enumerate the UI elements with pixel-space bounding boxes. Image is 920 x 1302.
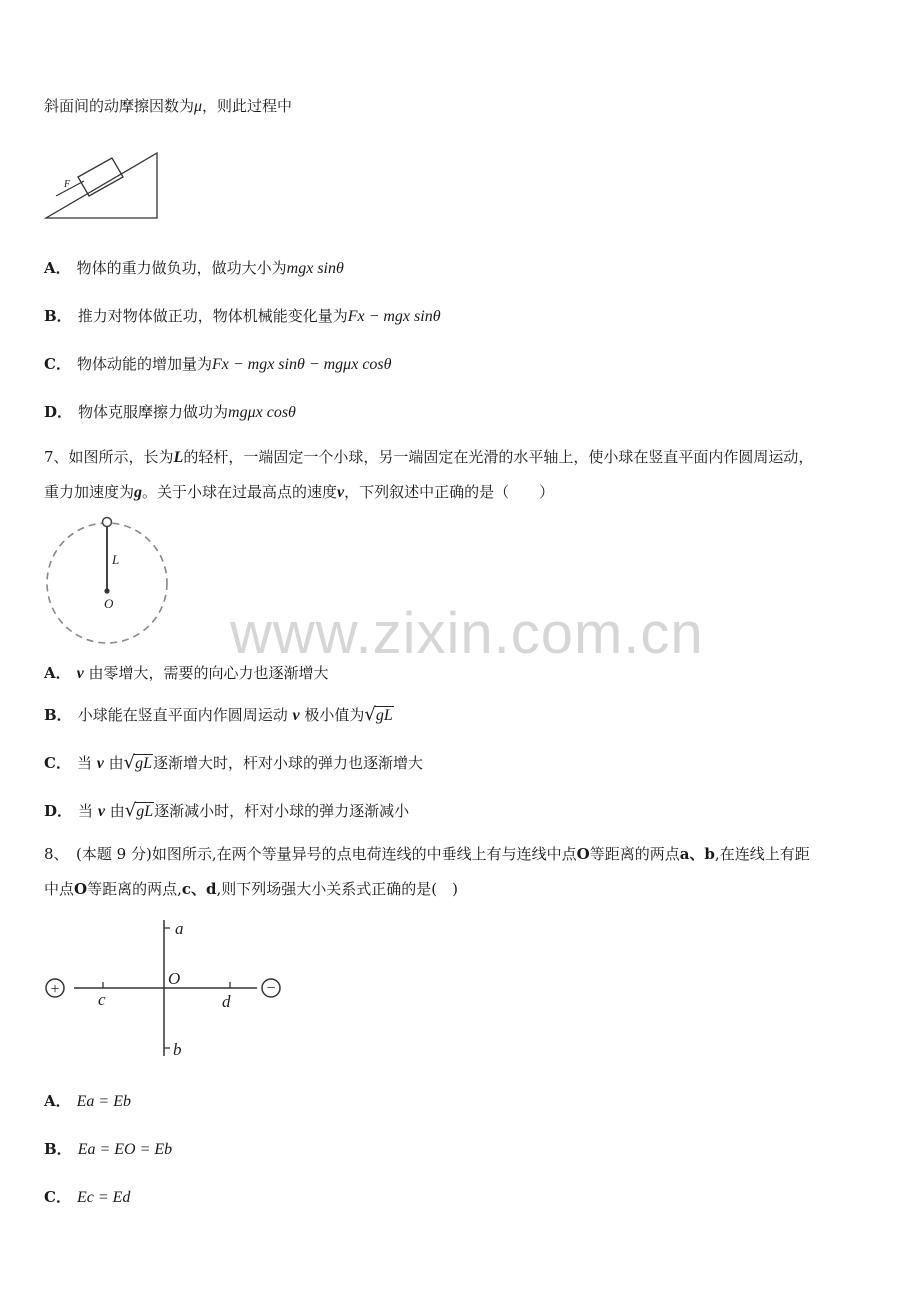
q7-option-d[interactable]: D． 当 v 由√gL逐渐减小时，杆对小球的弹力逐渐减小 [44, 800, 410, 821]
watermark: www.zixin.com.cn [230, 601, 704, 666]
q8-option-b[interactable]: B． Ea = EO = Eb [44, 1140, 173, 1158]
label-b: b [173, 1040, 182, 1059]
incline-figure [44, 150, 164, 222]
q7-option-c[interactable]: C． 当 v 由√gL逐渐增大时，杆对小球的弹力也逐渐增大 [44, 752, 424, 773]
q6-option-c[interactable]: C． 物体动能的增加量为Fx − mgx sinθ − mgμx cosθ [44, 355, 392, 373]
label-O: O [168, 969, 181, 988]
axis-point [104, 588, 109, 593]
q7-stem-line1: 7、如图所示，长为L的轻杆，一端固定一个小球，另一端固定在光滑的水平轴上，使小球在竖直平面内作圆周运动， [44, 448, 814, 466]
q7-option-a[interactable]: A． v 由零增大，需要的向心力也逐渐增大 [44, 664, 329, 682]
incline-triangle [46, 153, 157, 218]
circle-rod-figure [44, 514, 172, 648]
charges-figure [44, 918, 284, 1060]
force-label: F [64, 179, 71, 190]
ball [103, 518, 112, 527]
q6-option-b[interactable]: B． 推力对物体做正功，物体机械能变化量为Fx − mgx sinθ [44, 307, 441, 325]
q6-option-d[interactable]: D． 物体克服摩擦力做功为mgμx cosθ [44, 403, 296, 421]
q6-option-a[interactable]: A． 物体的重力做负功，做功大小为mgx sinθ [44, 259, 344, 277]
q8-option-c[interactable]: C． Ec = Ed [44, 1188, 131, 1206]
q7-option-b[interactable]: B． 小球能在竖直平面内作圆周运动 v 极小值为√gL [44, 704, 393, 725]
q8-option-a[interactable]: A． Ea = Eb [44, 1092, 131, 1110]
q8-stem-line2: 中点O等距离的两点,c、d,则下列场强大小关系式正确的是( ) [44, 880, 458, 898]
label-a: a [175, 919, 184, 938]
label-c: c [98, 990, 106, 1009]
center-label: O [104, 596, 114, 611]
label-d: d [222, 992, 231, 1011]
q8-stem-line1: 8、 (本题 9 分)如图所示,在两个等量异号的点电荷连线的中垂线上有与连线中点O等距离的两点a、b,在连线上有距 [44, 845, 810, 863]
rod-label: L [112, 552, 120, 567]
positive-sign: + [50, 981, 60, 998]
q7-stem-line2: 重力加速度为g。关于小球在过最高点的速度v，下列叙述中正确的是（ ） [44, 483, 555, 501]
negative-sign: − [266, 980, 276, 997]
q6-stem-tail: 斜面间的动摩擦因数为μ，则此过程中 [44, 97, 293, 115]
